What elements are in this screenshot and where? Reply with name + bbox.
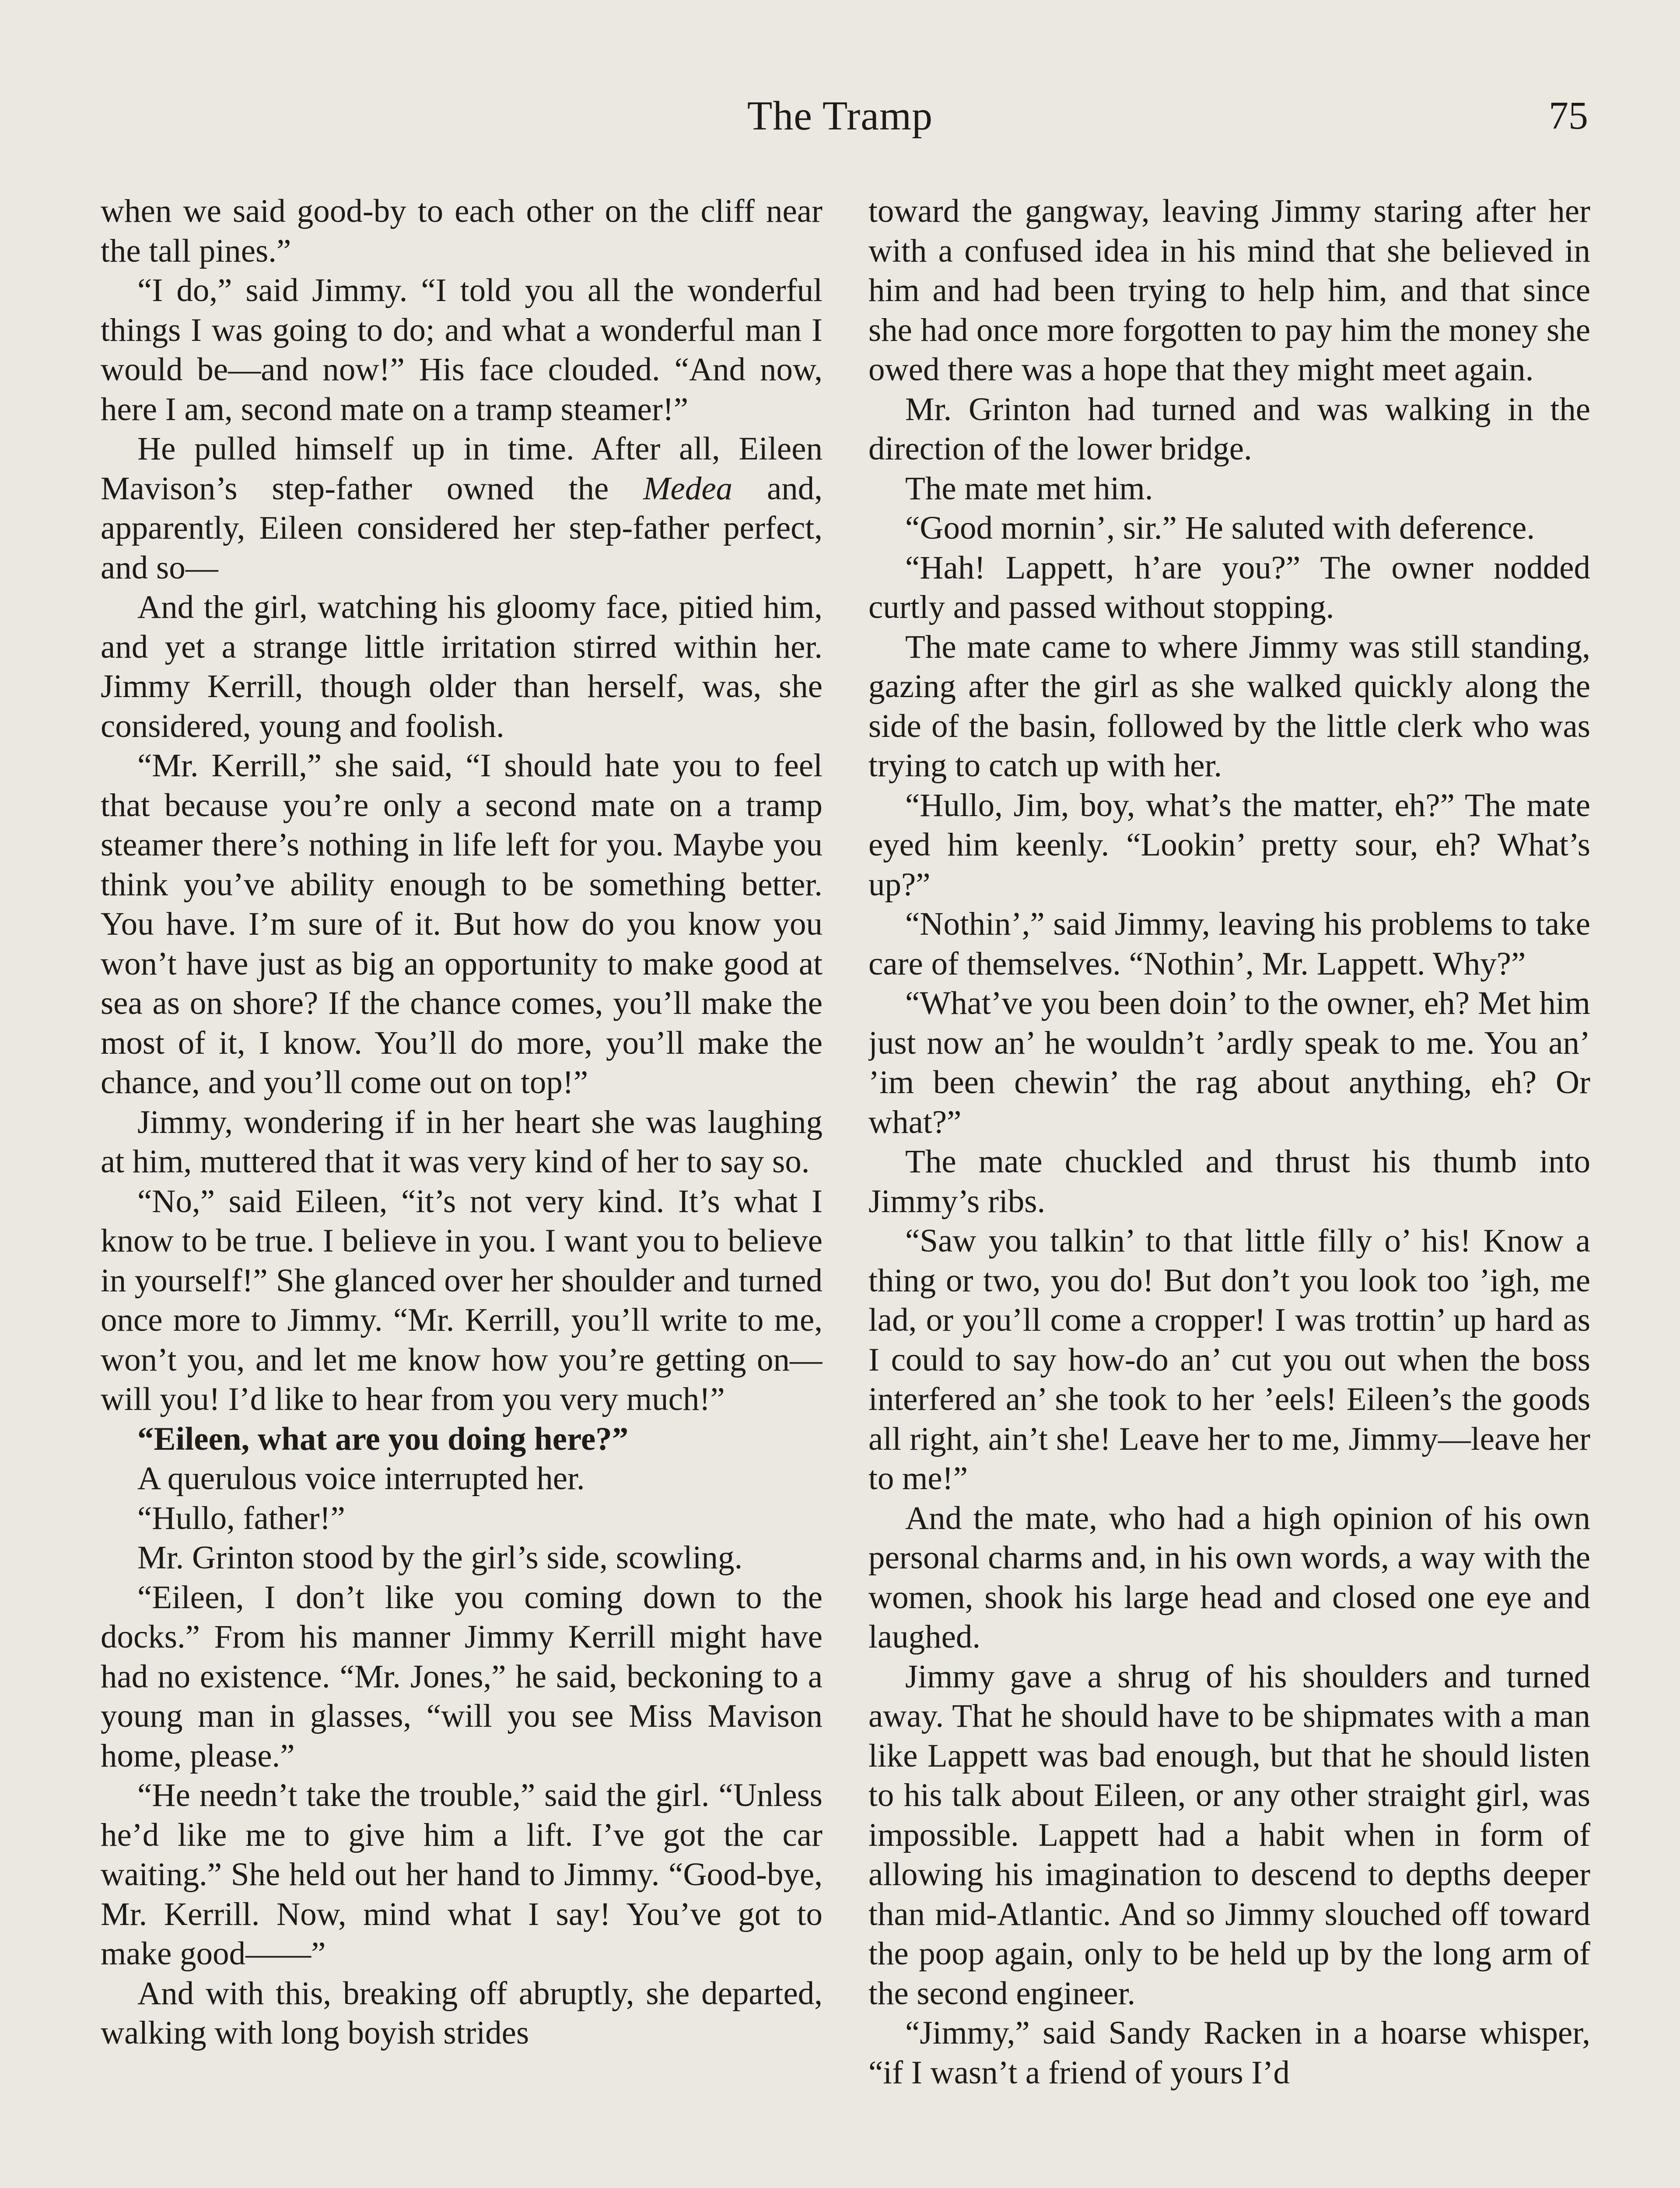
- paragraph: He pulled himself up in time. After all, Eileen Mavison’s step-father owned the Medea and, apparently, Eileen considered her step-father perfect, and so—: [101, 431, 822, 586]
- paragraph: “Eileen, what are you doing here?”: [137, 1420, 629, 1457]
- page-header: [0, 88, 1680, 144]
- paragraph: “Jimmy,” said Sandy Racken in a hoarse whisper, “if I wasn’t a friend of yours I’d: [868, 2015, 1590, 2091]
- paragraph: And with this, breaking off abruptly, she departed, walking with long boyish strides: [101, 1975, 822, 2051]
- paragraph: “Mr. Kerrill,” she said, “I should hate you to feel that because you’re only a second mate on a tramp steamer there’s nothing in life left for you. Maybe you think you’ve ability enough to be something better. You have. I’m sure of it. But how do you know you won’t have just as big an opportunity to make good at sea as on shore? If the chance comes, you’ll make the most of it, I know. You’ll do more, you’ll make the chance, and you’ll come out on top!”: [101, 747, 822, 1101]
- paragraph: “Eileen, I don’t like you coming down to the docks.” From his manner Jimmy Kerrill might have had no existence. “Mr. Jones,” he said, beckoning to a young man in glasses, “will you see Miss Mavison home, please.”: [101, 1579, 822, 1774]
- paragraph: “What’ve you been doin’ to the owner, eh? Met him just now an’ he wouldn’t ’ardly speak to me. You an’ ’im been chewin’ the rag about anything, eh? Or what?”: [868, 985, 1590, 1140]
- paragraph: The mate chuckled and thrust his thumb into Jimmy’s ribs.: [868, 1143, 1590, 1220]
- paragraph: when we said good-by to each other on the cliff near the tall pines.”: [101, 193, 822, 269]
- paragraph: Mr. Grinton had turned and was walking in the direction of the lower bridge.: [868, 391, 1590, 467]
- paragraph: And the girl, watching his gloomy face, pitied him, and yet a strange little irritation stirred within her. Jimmy Kerrill, though older than herself, was, she considered, young and foolish.: [101, 589, 822, 744]
- paragraph: “Hullo, Jim, boy, what’s the matter, eh?” The mate eyed him keenly. “Lookin’ pretty sour, eh? What’s up?”: [868, 787, 1590, 903]
- paragraph: “Hullo, father!”: [137, 1500, 345, 1536]
- paragraph: “Nothin’,” said Jimmy, leaving his problems to take care of themselves. “Nothin’, Mr. Lappett. Why?”: [868, 906, 1590, 982]
- paragraph: “Hah! Lappett, h’are you?” The owner nodded curtly and passed without stopping.: [868, 549, 1590, 625]
- paragraph: “He needn’t take the trouble,” said the girl. “Unless he’d like me to give him a lift. I’ve got the car waiting.” She held out her hand to Jimmy. “Good-bye, Mr. Kerrill. Now, mind what I say! You’ve got to make good——”: [101, 1777, 822, 1972]
- right-column: [868, 192, 1590, 2188]
- paragraph: A querulous voice interrupted her.: [137, 1460, 585, 1497]
- running-title: The Tramp: [747, 93, 933, 139]
- paragraph: “Good mornin’, sir.” He saluted with deference.: [905, 510, 1535, 546]
- paragraph: “No,” said Eileen, “it’s not very kind. It’s what I know to be true. I believe in you. I want you to believe in yourself!” She glanced over her shoulder and turned once more to Jimmy. “Mr. Kerrill, you’ll write to me, won’t you, and let me know how you’re getting on—will you! I’d like to hear from you very much!”: [101, 1183, 822, 1417]
- page-number: 75: [1549, 94, 1588, 137]
- paragraph: Jimmy gave a shrug of his shoulders and turned away. That he should have to be shipmates with a man like Lappett was bad enough, but that he should listen to his talk about Eileen, or any other straight girl, was impossible. Lappett had a habit when in form of allowing his imagination to descend to depths deeper than mid-Atlantic. And so Jimmy slouched off toward the poop again, only to be held up by the long arm of the second engineer.: [868, 1658, 1590, 2012]
- paragraph: Mr. Grinton stood by the girl’s side, scowling.: [137, 1539, 743, 1576]
- left-column: [101, 192, 822, 2188]
- paragraph: Jimmy, wondering if in her heart she was laughing at him, muttered that it was very kind of her to say so.: [101, 1104, 822, 1180]
- paragraph: The mate met him.: [905, 470, 1153, 507]
- paragraph: And the mate, who had a high opinion of his own personal charms and, in his own words, a way with the women, shook his large head and closed one eye and laughed.: [868, 1500, 1590, 1655]
- paragraph: “Saw you talkin’ to that little filly o’ his! Know a thing or two, you do! But don’t you look too ’igh, me lad, or you’ll come a cropper! I was trottin’ up hard as I could to say how-do an’ cut you out when the boss interfered an’ she took to her ’eels! Eileen’s the goods all right, ain’t she! Leave her to me, Jimmy—leave her to me!”: [868, 1223, 1590, 1497]
- article-body: [101, 192, 1588, 2188]
- paragraph: The mate came to where Jimmy was still standing, gazing after the girl as she walked quickly along the side of the basin, followed by the little clerk who was trying to catch up with her.: [868, 628, 1590, 784]
- paragraph: toward the gangway, leaving Jimmy staring after her with a confused idea in his mind that she believed in him and had been trying to help him, and that since she had once more forgotten to pay him the money she owed there was a hope that they might meet again.: [868, 193, 1590, 388]
- ship-name: Medea: [643, 470, 733, 507]
- paragraph: “I do,” said Jimmy. “I told you all the wonderful things I was going to do; and what a wonderful man I would be—and now!” His face clouded. “And now, here I am, second mate on a tramp steamer!”: [101, 272, 822, 428]
